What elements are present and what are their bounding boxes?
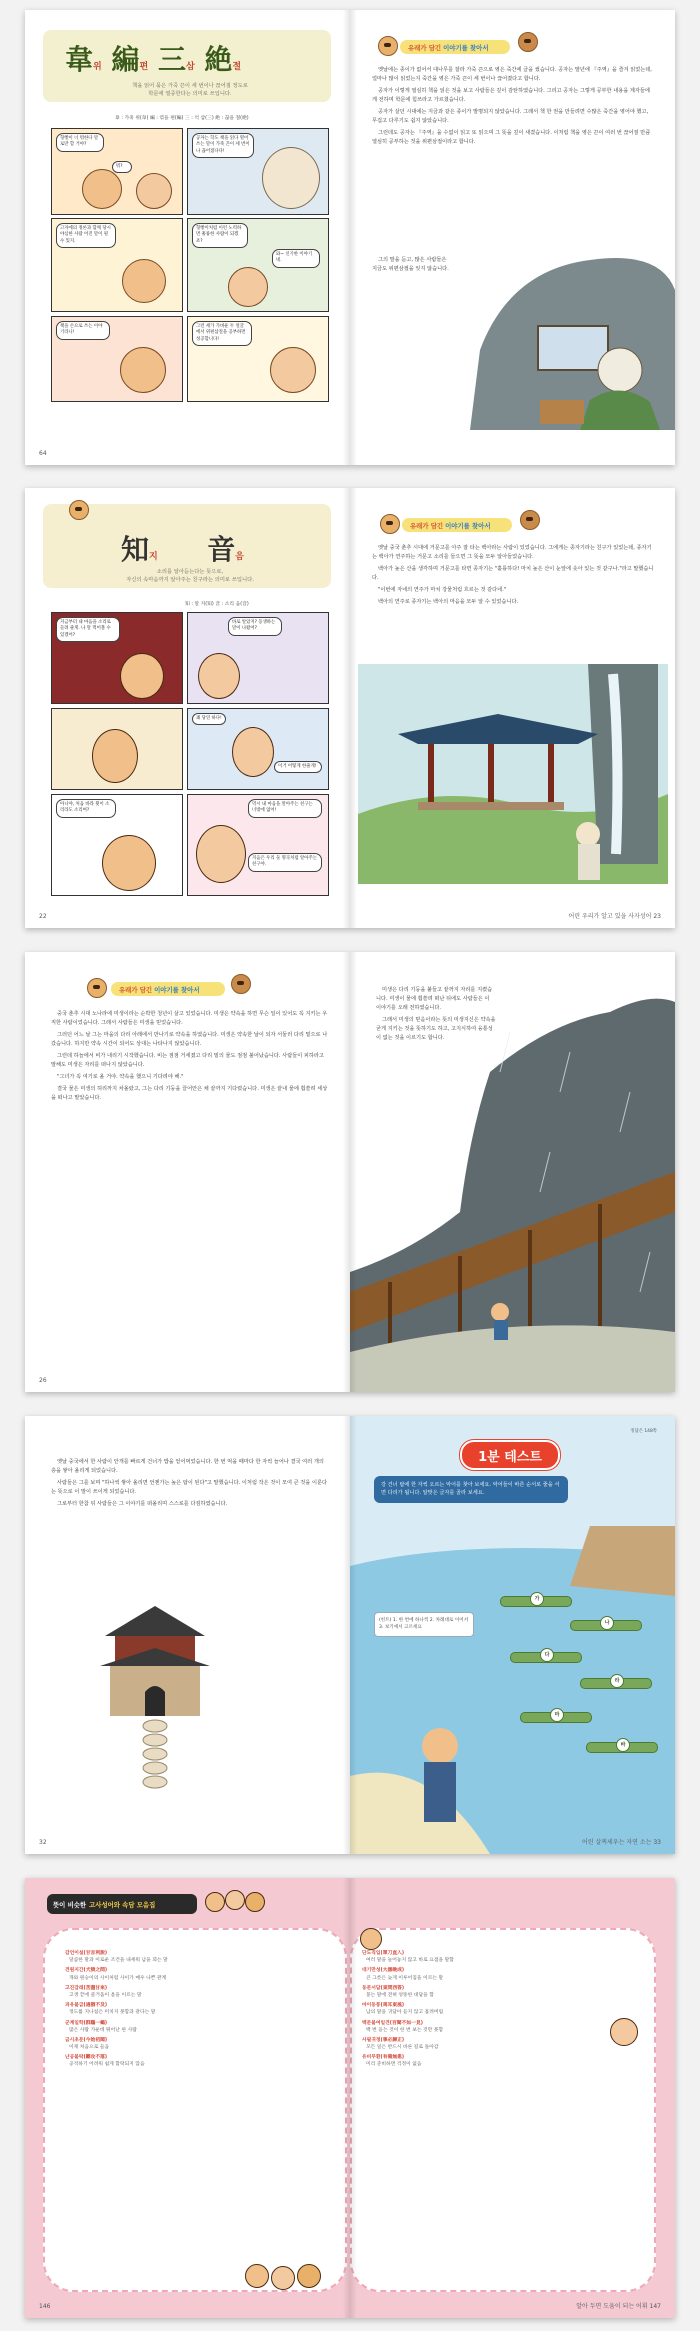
spread4-right-page [350,1416,675,1854]
spread-2 [25,488,675,928]
idiom-char: 三 [157,43,186,76]
story-paragraph: 사람들은 그를 보며 "하나씩 쌓아 올리면 언젠가는 높은 탑이 된다"고 말했습니다. 이처럼 작은 것이 모여 큰 것을 이룬다는 뜻으로 이 말이 쓰이게 되었습니다. [51,1479,327,1495]
character-face [360,1928,382,1950]
speech-bubble: 뭐? [112,161,132,173]
idiom-list-item [362,1950,602,1964]
story-paragraph: 백아가 높은 산을 생각하며 거문고를 타면 종자기는 "훌륭하다! 마치 높은 산이 눈앞에 솟아 있는 것 같구나."라고 말했습니다. [372,565,654,581]
idiom-list-item [362,1985,602,1999]
idiom-definition: 모든 일은 반드시 바른 길로 돌아감 [366,2045,439,2051]
test-instructions: 강 건너 탑에 한 자씩 오르는 악어를 찾아 보세요. 악어들이 바른 순서로 줄을 서면 다리가 됩니다. 알맞은 글자를 골라 보세요. [374,1476,568,1503]
page-number: 알아 두면 도움이 되는 어휘 147 [576,2303,661,2310]
idiom-list-item [362,2020,602,2034]
character-face [225,1890,245,1910]
idiom-term: 유비무환(有備無患) [362,2055,405,2061]
character-girl [198,653,240,699]
idiom-subtitle-line: 소리를 알아듣는다는 뜻으로, [156,569,224,575]
story-text [372,256,452,277]
story-paragraph: 그런데도 공자는 『주역』을 수없이 읽고 또 읽으며 그 뜻을 깊이 새겼습니다. 이처럼 책을 엮은 끈이 여러 번 끊어질 만큼 열심히 공부하는 것을 위편삼절이라고 합니다. [372,129,651,145]
crocodile [510,1652,582,1663]
story-paragraph: "그녀가 꼭 여기로 올 거야. 약속을 했으니 기다려야 해." [57,1073,184,1080]
character-boy [82,169,122,209]
character-boy [120,653,164,699]
character-girl [196,825,246,883]
spread2-right-page [350,488,675,928]
idiom-list-item [65,2054,325,2068]
speech-bubble: 지음은 우리 둘 명곡처럼 알아주는 친구야. [248,853,322,872]
speech-bubble: 형빵이 너 뭐한다 말로만 할 거야? [56,133,104,152]
speech-bubble: 공자는 학도 책을 읽다 열어 쓰는 말이 가죽 끈이 세 번이나 끊어졌다다! [192,133,254,158]
idiom-char: 音 [207,533,236,566]
speech-bubble: 고자에의 정론과 함께 당시 야심한 사람 어진 말이 될 수 있지. [56,223,116,248]
page-number: 64 [39,450,47,457]
character-face [245,1892,265,1912]
page-number: 어린 살찌세우는 자연 소는 33 [581,1839,661,1846]
spread1-right-page [350,10,675,465]
story-paragraph: 공자가 이렇게 열심히 책을 읽은 것을 보고 사람들은 깊이 감탄하였습니다. 그리고 공자는 그렇게 공부한 내용을 제자들에게 전하며 학문에 힘쓰라고 가르쳤습니다. [372,87,650,103]
character-boy [102,835,156,891]
idiom-definition: 정도를 지나침은 미치지 못함과 같다는 말 [69,2010,156,2016]
book-gutter [343,10,357,465]
mascot-icon [380,514,400,534]
idiom-list-item [362,2054,602,2068]
character-face [271,2266,295,2290]
idiom-definition: 개와 원숭이의 사이처럼 사이가 매우 나쁜 관계 [69,1975,167,1981]
comic-panel [187,218,329,312]
idiom-definition: 고생 끝에 즐거움이 옴을 이르는 말 [69,1992,142,1998]
spread3-right-page [350,952,675,1392]
idiom-list-item [65,1950,325,1964]
crocodile [580,1678,652,1689]
spread1-left-page [25,10,350,465]
page-number: 146 [39,2303,51,2310]
story-paragraph: "이번에 자네의 연주가 마치 강물처럼 흐르는 것 같다네." [378,586,507,593]
river-illustration [350,1526,675,1854]
page-number: 26 [39,1377,47,1384]
story-text [51,1458,329,1512]
idiom-char: 絶 [204,43,233,76]
story-ribbon [111,982,225,996]
book-gutter [343,488,357,928]
idiom-list [362,1950,602,2072]
test-title: 1분 테스트 [460,1440,560,1470]
idiom-reading: 지 [149,552,158,562]
comic-strip [43,124,333,404]
story-paragraph: 그런데 하늘에서 비가 내리기 시작했습니다. 비는 점점 거세졌고 다리 밑의 물도 점점 불어났습니다. 사람들이 피하라고 말해도 미생은 자리를 떠나지 않았습니다. [51,1052,324,1068]
character-boy [120,347,166,393]
character-face [297,2264,321,2288]
idiom-term: 대기만성(大器晩成) [362,1968,405,1974]
crocodile-label: 바 [616,1738,630,1752]
story-paragraph: 그러던 어느 날 그는 마을의 다리 아래에서 만나기로 약속을 하였습니다. 미생은 약속한 날이 되자 서둘러 다리 밑으로 나갔습니다. 하지만 약속 시간이 되어도 상대는 나타나지 않았습니다. [51,1031,328,1047]
book-gutter [343,1416,357,1854]
idiom-definition: 남의 말을 귀담아 듣지 않고 흘려버림 [366,2010,444,2016]
idiom-list-item [362,2037,602,2051]
idiom-meaning: 韋 : 가죽 위(韋) 編 : 엮을 편(編) 三 : 석 삼(三) 絶 : 끊을 절(絶) [115,116,249,121]
mascot-icon [520,510,540,530]
spread-3 [25,952,675,1392]
crocodile [500,1596,572,1607]
story-paragraph: 그래서 미생의 믿음이라는 뜻의 미생지신은 약속을 굳게 지키는 것을 뜻하기도 하고, 고지식하여 융통성이 없는 것을 이르기도 합니다. [376,1016,496,1041]
mascot-icon [231,974,251,994]
spread4-left-page [25,1416,350,1854]
tower-illustration [95,1596,215,1796]
comic-panel [51,612,183,704]
comic-panel [187,794,329,896]
story-paragraph: 중국 춘추 시대 노나라에 미생이라는 순박한 청년이 살고 있었습니다. 미생은 약속을 하면 무슨 일이 있어도 꼭 지키는 우직한 사람이었습니다. 그래서 사람들은 미생을 믿었습니다. [51,1011,328,1026]
page-number: 22 [39,913,47,920]
idiom-reading: 음 [235,552,244,562]
spread5-right-page [350,1878,675,2318]
comic-panel [187,708,329,790]
mascot-icon [378,36,398,56]
crocodile-label: 다 [540,1648,554,1662]
ribbon-title: 이야기를 찾아서 [154,985,200,994]
idiom-definition: 많은 사람 가운데 뛰어난 한 사람 [69,2027,137,2033]
comic-panel [187,316,329,402]
idiom-term: 단도직입(單刀直入) [362,1951,405,1956]
idiom-subtitle-line: 책을 읽어 묶은 가죽 끈이 세 번이나 끊어질 정도로 [132,83,248,89]
idiom-reading: 위 [93,62,102,72]
idiom-definition: 이제 처음으로 들음 [69,2045,110,2051]
ribbon-title: 이야기를 찾아서 [445,521,491,530]
idiom-list-item [65,2037,325,2051]
comic-panel [51,708,183,790]
spread-4 [25,1416,675,1854]
story-ribbon [400,40,510,54]
story-paragraph: 옛날 중국 춘추 시대에 거문고를 아주 잘 타는 백아라는 사람이 있었습니다. 그에게는 종자기라는 친구가 있었는데, 종자기는 백아가 연주하는 거문고 소리를 들으면 그 뜻을 모두 알아들었습니다. [372,545,652,560]
idiom-reading: 삼 [185,62,195,72]
idiom-reading: 절 [232,62,242,72]
story-text [372,544,654,610]
idiom-definition: 미리 준비하면 걱정이 없음 [366,2062,422,2068]
mascot-icon [518,32,538,52]
comic-panel [51,128,183,215]
ribbon-prefix: 유래가 담긴 [408,43,442,52]
story-paragraph: 옛날에는 종이가 없어서 대나무를 잘라 가죽 끈으로 엮은 죽간에 글을 썼습니다. 공자는 말년에 『주역』을 즐겨 읽었는데, 얼마나 많이 읽었는지 죽간을 엮은 가죽 끈이 세 번이나 끊어졌다고 합니다. [372,67,652,82]
character-girl [228,267,268,307]
idiom-char: 韋 [65,43,94,76]
speech-bubble: 그런 세가 가벼운 두 얼굴에서 위편삼절을 공부하면 성공합니다! [192,321,252,346]
answer-reference: 정답은 148쪽 [630,1429,657,1434]
story-paragraph: 결국 물은 미생의 허리까지 차올랐고, 그는 다리 기둥을 끌어안은 채 끝까지 기다렸습니다. 미생은 끝내 물에 휩쓸려 세상을 떠나고 말았습니다. [51,1085,328,1101]
idiom-term: 마이동풍(馬耳東風) [362,2003,405,2009]
idiom-list-item [362,1967,602,1981]
idiom-term: 고진감래(苦盡甘來) [65,1985,108,1991]
crocodile [570,1620,642,1631]
character-boy [122,259,166,303]
speech-bubble: 형빵이처럼 이런 노력하면 훌륭한 사람이 되겠죠? [192,223,248,248]
idiom-list [65,1950,325,2072]
idiom-term: 금시초문(今始初聞) [65,2037,108,2043]
story-paragraph: 옛날 중국에서 한 사람이 안개를 빠르게 건너가 밥을 얻어먹었습니다. 한 번 먹을 때마다 한 자씩 늘어나 결국 여러 개의 층을 쌓아 올리게 되었습니다. [51,1459,324,1474]
idiom-reading: 편 [139,62,149,72]
ribbon-prefix: 유래가 담긴 [119,985,153,994]
character-boy [92,729,138,783]
idiom-term: 감언이설(甘言利說) [65,1951,108,1956]
hint-box: (힌트) 1. 한 번에 하나씩 2. 차례대로 이어서 3. 보기에서 고르세요 [374,1612,474,1637]
character-face [245,2264,269,2288]
speech-bubble: 이거 어떻게 한줄게! [274,761,322,773]
spread-1 [25,10,675,465]
idiom-term: 군계일학(群鷄一鶴) [65,2020,108,2026]
spread-5 [25,1878,675,2318]
story-text [372,66,654,150]
section-header [47,1894,197,1914]
character-girl [270,347,316,393]
idiom-definition: 묻는 말에 전혀 엉뚱한 대답을 함 [366,1992,434,1998]
idiom-title [65,38,241,78]
book-gutter [343,1878,357,2318]
character-girl [136,173,172,209]
comic-panel [187,128,329,215]
rain-bridge-illustration [350,952,675,1392]
idiom-term: 난공불락(難攻不落) [65,2055,108,2061]
story-paragraph: 미생은 다리 기둥을 붙들고 끝까지 자리를 지켰습니다. 미생이 물에 휩쓸려 떠난 뒤에도 사람들은 이 이야기를 오래 전하였습니다. [376,987,493,1011]
comic-panel [187,612,329,704]
crocodile-label: 가 [530,1592,544,1606]
speech-bubble: 아니야, 처음 바라 뭣이 소리라도 소리여? [56,799,116,818]
idiom-list-item [65,2002,325,2016]
speech-bubble: 역시 내 마음을 알아주는 친구는 너밖에 없어! [248,799,322,818]
crocodile-label: 라 [610,1674,624,1688]
speech-bubble: 책을 손으로 쓰는 이야기라니! [56,321,110,340]
character-confucius [262,147,320,209]
page-number: 어린 우리가 알고 있을 사자성어 23 [568,913,661,920]
crocodile [586,1742,658,1753]
mascot-icon [69,500,89,520]
idiom-meaning: 知 : 알 지(知) 音 : 소리 음(音) [185,602,249,607]
section-header-prefix: 뜻이 비슷한 [53,1900,87,1909]
speech-bubble: 바로 알았지? 동생하는 말이 나왔어? [228,617,282,636]
story-paragraph: 그의 말을 듣고, 많은 사람들은 지금도 위편삼절을 잊지 않습니다. [372,257,449,272]
idiom-subtitle [65,568,315,584]
mascot-icon [87,978,107,998]
story-paragraph: 백아의 연주로 종자기는 백아의 마음을 모두 알 수 있었습니다. [378,598,519,605]
idiom-list-item [362,2002,602,2016]
comic-panel [51,316,183,402]
idiom-subtitle-line: 자신의 속마음까지 알아주는 친구라는 의미로 쓰입니다. [126,577,254,584]
story-paragraph: 그로부터 한참 뒤 사람들은 그 이야기를 떠올리며 스스로를 다짐하였습니다. [57,1500,228,1507]
speech-bubble: 지금부터 내 마음을 소리로 들려 줄게. 나 말 먹어볼 수 있겠어? [56,617,120,642]
character-girl [232,727,274,777]
character-face [205,1892,225,1912]
section-header-title: 고사성어와 속담 모음집 [89,1900,156,1909]
speech-bubble: 와~ 신기한 이야기네. [272,249,320,268]
comic-strip [43,608,333,898]
idiom-subtitle [65,82,315,98]
spread2-left-page [25,488,350,928]
idiom-definition: 여러 말을 늘어놓지 않고 바로 요점을 말함 [366,1958,454,1964]
idiom-list-item [65,1967,325,1981]
idiom-definition: 달콤한 말과 이로운 조건을 내세워 남을 꾀는 말 [69,1958,168,1964]
idiom-list-item [65,2020,325,2034]
idiom-term: 동문서답(東問西答) [362,1985,405,1991]
idiom-list-item [65,1985,325,1999]
idiom-title [121,528,244,568]
ribbon-title: 이야기를 찾아서 [443,43,489,52]
idiom-definition: 백 번 듣는 것이 한 번 보는 것만 못함 [366,2027,444,2033]
story-ribbon [402,518,512,532]
idiom-term: 사필귀정(事必歸正) [362,2037,405,2043]
idiom-subtitle-line: 학문에 열중한다는 의미로 쓰입니다. [148,91,232,98]
character-face [610,2018,638,2046]
idiom-term: 백문불여일견(百聞不如一見) [362,2020,423,2026]
crocodile-label: 나 [600,1616,614,1630]
crocodile [520,1712,592,1723]
idiom-term: 과유불급(過猶不及) [65,2003,108,2009]
idiom-term: 견원지간(犬猿之間) [65,1968,108,1974]
idiom-char: 知 [121,533,150,566]
idiom-definition: 공격하기 어려워 쉽게 함락되지 않음 [69,2062,145,2068]
ribbon-prefix: 유래가 담긴 [410,521,444,530]
page-number: 32 [39,1839,47,1846]
spread3-left-page [25,952,350,1392]
comic-panel [51,794,183,896]
story-text [51,1010,329,1105]
scholar-illustration [450,230,675,430]
idiom-definition: 큰 그릇은 늦게 이루어짐을 이르는 말 [366,1975,444,1981]
crocodile-label: 마 [550,1708,564,1722]
idiom-char: 編 [111,43,140,76]
spread5-left-page [25,1878,350,2318]
pavilion-illustration [358,664,668,884]
story-paragraph: 공자가 살던 시대에는 지금과 같은 종이가 발명되지 않았습니다. 그래서 책 한 권을 만들려면 수많은 죽간을 엮어야 했고, 무겁고 다루기도 쉽지 않았습니다. [372,108,649,124]
speech-bubble: 꽤 당연 하다! [192,713,226,725]
book-gutter [343,952,357,1392]
comic-panel [51,218,183,312]
